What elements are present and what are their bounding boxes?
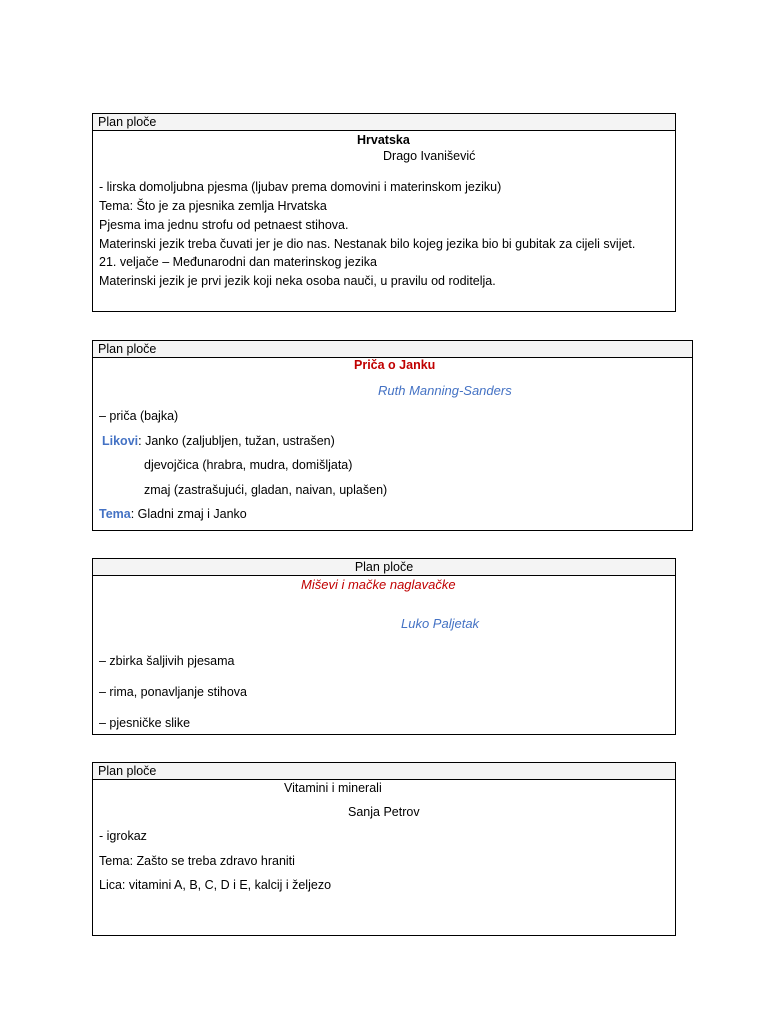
text-line: Lica: vitamini A, B, C, D i E, kalcij i željezo — [99, 878, 332, 892]
play-title: Vitamini i minerali — [284, 781, 382, 795]
character-dragon: zmaj (zastrašujući, gladan, naivan, uplašen) — [144, 483, 388, 497]
text-line: Tema: Zašto se treba zdravo hraniti — [99, 854, 295, 868]
story-author: Ruth Manning-Sanders — [378, 383, 512, 398]
poem-collection-author: Luko Paljetak — [401, 616, 480, 631]
lesson-plan-vitamini-i-minerali — [92, 762, 676, 936]
box-header: Plan ploče — [93, 341, 692, 358]
characters-label: Likovi — [102, 434, 139, 448]
theme-line — [99, 507, 247, 521]
character-janko: : Janko (zaljubljen, tužan, ustrašen) — [138, 434, 335, 448]
text-line: Tema: Što je za pjesnika zemlja Hrvatska — [99, 199, 327, 213]
box-header: Plan ploče — [93, 763, 675, 780]
characters-line — [102, 434, 335, 448]
box-header: Plan ploče — [93, 114, 675, 131]
theme-label: Tema — [99, 507, 131, 521]
play-author: Sanja Petrov — [348, 805, 420, 819]
text-line: – zbirka šaljivih pjesama — [99, 654, 235, 668]
poem-author: Drago Ivanišević — [383, 149, 476, 163]
text-line: Pjesma ima jednu strofu od petnaest stihova. — [99, 218, 349, 232]
lesson-plan-prica-o-janku — [92, 340, 693, 531]
box-header: Plan ploče — [93, 559, 675, 576]
character-girl: djevojčica (hrabra, mudra, domišljata) — [144, 458, 353, 472]
theme-text: : Gladni zmaj i Janko — [130, 507, 247, 521]
text-line: - lirska domoljubna pjesma (ljubav prema domovini i materinskom jeziku) — [99, 180, 502, 194]
text-line: Materinski jezik je prvi jezik koji neka osoba nauči, u pravilu od roditelja. — [99, 274, 496, 288]
text-line: Materinski jezik treba čuvati jer je dio nas. Nestanak bilo kojeg jezika bio bi gubitak za cijeli svijet. — [99, 237, 636, 251]
lesson-plan-hrvatska — [92, 113, 676, 312]
text-line: - igrokaz — [99, 829, 147, 843]
lesson-plan-misevi-i-macke — [92, 558, 676, 735]
story-title: Priča o Janku — [354, 358, 436, 372]
poem-title: Hrvatska — [357, 133, 410, 147]
text-line: – rima, ponavljanje stihova — [99, 685, 247, 699]
genre-line: – priča (bajka) — [99, 409, 179, 423]
text-line: – pjesničke slike — [99, 716, 191, 730]
text-line: 21. veljače – Međunarodni dan materinskog jezika — [99, 255, 377, 269]
poem-collection-title: Miševi i mačke naglavačke — [301, 577, 456, 592]
